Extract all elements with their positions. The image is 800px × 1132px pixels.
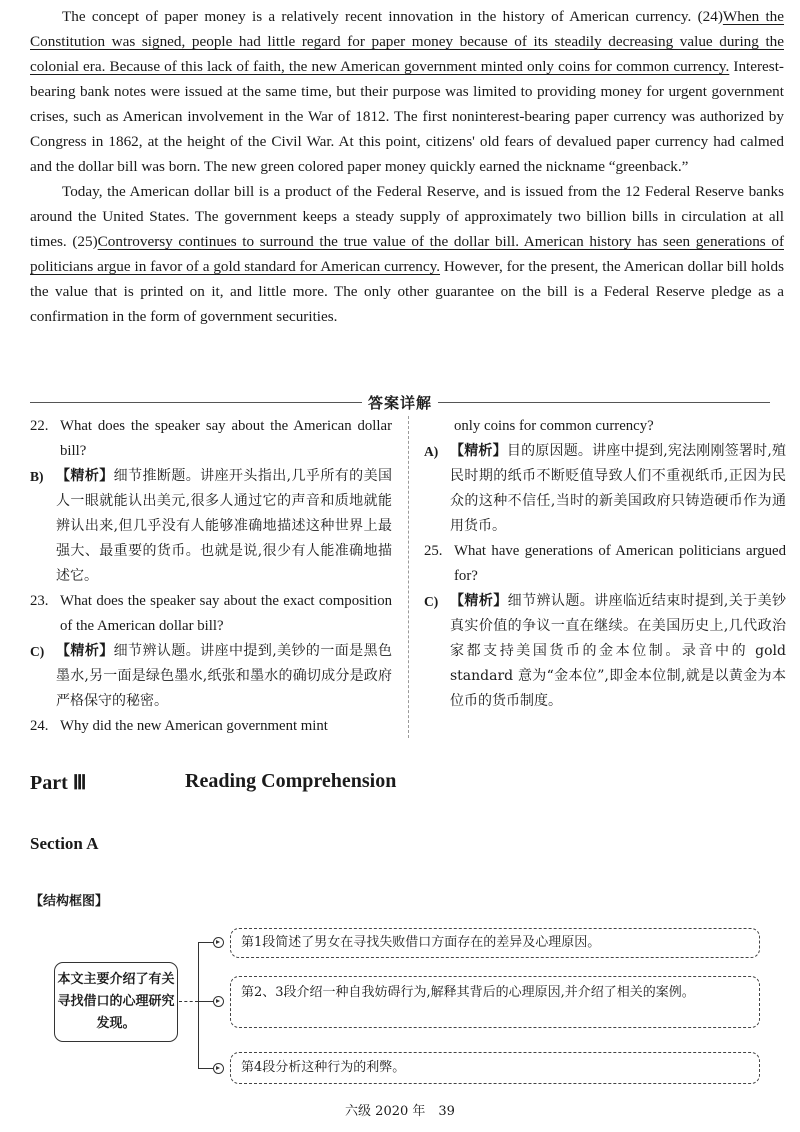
header-rule-left [30, 402, 362, 403]
answer-23: C) 【精析】细节辨认题。讲座中提到,美钞的一面是黑色墨水,另一面是绿色墨水,纸张和墨水的确切成分是政府严格保守的秘密。 [30, 643, 393, 709]
answer-22: B) 【精析】细节推断题。讲座开头指出,几乎所有的美国人一眼就能认出美元,很多人通过它的声音和质地就能辨认出来,但几乎没有人能够准确地描述这种世界上最强大、最重要的货币。也就是说,很少有人能准确地描述它。 [30, 468, 393, 584]
question-22: 22. What does the speaker say about the American dollar bill? [30, 418, 392, 459]
question-25: 25. What have generations of American politicians argued for? [424, 543, 786, 584]
passage-paragraph-1: The concept of paper money is a relatively recent innovation in the history of American currency. (24)When the Constitution was signed, people had little regard for paper money because of its steadily decreasing value during the colonial era. Because of this lack of faith, the new American government minted only coins for common currency. Interest-bearing bank notes were issued at the same time, but their purpose was limited to providing money for urgent government crises, such as American involvement in the War of 1812. The first noninterest-bearing paper currency was authorized by Congress in 1862, at the height of the Civil War. At this point, citizens' old fears of devalued paper currency had calmed and the dollar bill was born. The new green colored paper money quickly earned the nickname “greenback.” [30, 8, 785, 175]
answer-explanation-title: 答案详解 [368, 393, 433, 412]
underlined-answer-25: Controversy continues to surround the true value of the dollar bill. American history has seen generations of politicians argue in favor of a gold standard for American currency. [30, 233, 784, 275]
passage-paragraph-2: Today, the American dollar bill is a product of the Federal Reserve, and is issued from the 12 Federal Reserve banks around the United States. The government keeps a steady supply of approximately two billion bills in circulation at all times. (25)Controversy continues to surround the true value of the dollar bill. American history has seen generations of politicians argue in favor of a gold standard for American currency. However, for the present, the American dollar bill holds the value that is printed on it, and little more. The only other guarantee on the bill is a Federal Reserve pledge as a confirmation in the form of government securities. [30, 183, 784, 325]
underlined-answer-24: When the Constitution was signed, people had little regard for paper money because of its steadily decreasing value during the colonial era. Because of this lack of faith, the new American government minted only coins for common currency. [30, 8, 785, 75]
section-heading: Section A [30, 834, 99, 853]
answer-25: C) 【精析】细节辨认题。讲座临近结束时提到,关于美钞真实价值的争议一直在继续。在美国历史上,几代政治家都支持美国货币的金本位制。录音中的 gold standard 意为“金本位”,即金本位制,就是以黄金为本位币的货币制度。 [424, 593, 787, 709]
part-label: Part Ⅲ [30, 772, 87, 794]
branch-3 [198, 1068, 214, 1069]
arrow-circle-icon [213, 937, 224, 948]
listening-passage [30, 4, 784, 329]
main-connector [179, 1001, 198, 1002]
branch-1 [198, 942, 214, 943]
left-column [30, 414, 392, 739]
arrow-circle-icon [213, 996, 224, 1007]
column-divider [408, 416, 409, 738]
main-idea-box: 本文主要介绍了有关寻找借口的心理研究发现。 [54, 962, 178, 1042]
question-marker-25: (25) [72, 233, 98, 250]
arrow-circle-icon [213, 1063, 224, 1074]
answer-explanation-header [0, 388, 800, 416]
question-24: 24. Why did the new American government mint [30, 718, 328, 734]
paragraph-4-summary: 第4段分析这种行为的利弊。 [230, 1052, 760, 1084]
paragraph-2-3-summary: 第2、3段介绍一种自我妨碍行为,解释其背后的心理原因,并介绍了相关的案例。 [230, 976, 760, 1028]
answer-24: A) 【精析】目的原因题。讲座中提到,宪法刚刚签署时,殖民时期的纸币不断贬值导致人们不重视纸币,正因为民众的这种不信任,当时的新美国政府只铸造硬币作为通用货币。 [424, 443, 787, 534]
part-title: Reading Comprehension [185, 770, 397, 792]
question-23: 23. What does the speaker say about the exact composition of the American dollar bill? [30, 593, 392, 634]
branch-2 [198, 1001, 214, 1002]
branch-trunk [198, 942, 199, 1068]
paragraph-1-summary: 第1段简述了男女在寻找失败借口方面存在的差异及心理原因。 [230, 928, 760, 958]
question-24-continued: only coins for common currency? [454, 418, 654, 434]
page-footer: 六级 2020 年 39 [345, 1104, 455, 1119]
right-column [424, 414, 786, 714]
structure-diagram-label: 【结构框图】 [30, 894, 109, 909]
question-marker-24: (24) [697, 8, 723, 25]
header-rule-right [438, 402, 770, 403]
